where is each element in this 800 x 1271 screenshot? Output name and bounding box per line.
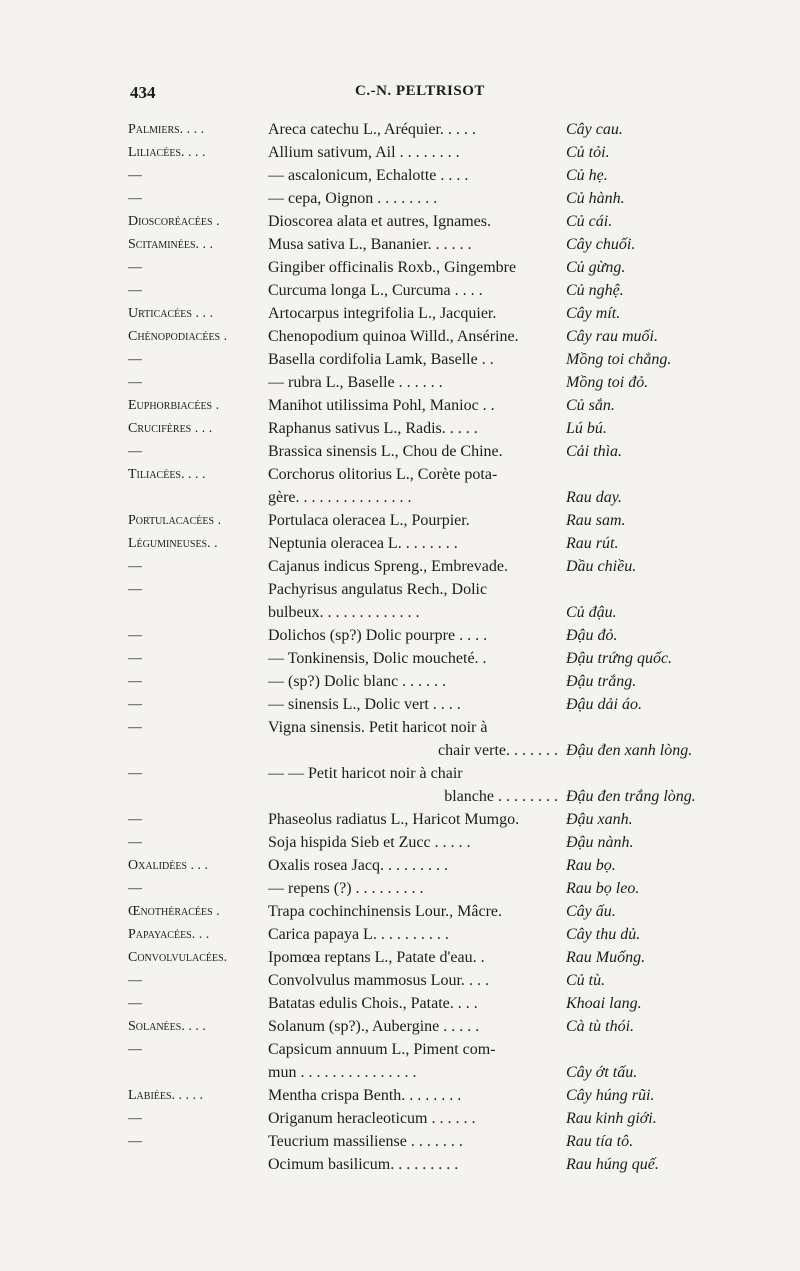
table-row	[0, 693, 800, 716]
species-entry: Batatas edulis Chois., Patate. . . .	[268, 995, 478, 1012]
family-name: —	[128, 1111, 142, 1126]
family-name: Liliacées. . . .	[128, 145, 206, 160]
species-entry: Phaseolus radiatus L., Haricot Mumgo.	[268, 811, 520, 828]
vietnamese-name: Cải thìa.	[566, 443, 623, 460]
vietnamese-name: Đậu đen xanh lòng.	[566, 742, 693, 759]
table-row	[0, 647, 800, 670]
vietnamese-name: Mồng toi chẳng.	[566, 351, 672, 368]
vietnamese-name: Cây thu dủ.	[566, 926, 641, 943]
vietnamese-name: Cây húng rũi.	[566, 1087, 655, 1104]
species-entry: Pachyrisus angulatus Rech., Dolic	[268, 581, 488, 598]
table-row	[0, 578, 800, 601]
table-row	[0, 992, 800, 1015]
species-entry: Oxalis rosea Jacq. . . . . . . . .	[268, 857, 448, 874]
table-row	[0, 164, 800, 187]
species-entry: — ascalonicum, Echalotte . . . .	[268, 167, 469, 184]
vietnamese-name: Khoai lang.	[566, 995, 642, 1012]
family-name: —	[128, 375, 142, 390]
species-entry: Corchorus olitorius L., Corète pota-	[268, 466, 498, 483]
table-row	[0, 624, 800, 647]
species-entry: Soja hispida Sieb et Zucc . . . . .	[268, 834, 471, 851]
table-row	[0, 187, 800, 210]
vietnamese-name: Rau tía tô.	[566, 1133, 634, 1150]
species-entry: Brassica sinensis L., Chou de Chine.	[268, 443, 503, 460]
table-row	[0, 854, 800, 877]
table-row	[0, 1015, 800, 1038]
vietnamese-name: Đậu xanh.	[566, 811, 633, 828]
family-name: Solanées. . . .	[128, 1019, 206, 1034]
family-name: —	[128, 628, 142, 643]
species-entry: Dioscorea alata et autres, Ignames.	[268, 213, 492, 230]
family-name: —	[128, 881, 142, 896]
family-name: —	[128, 720, 142, 735]
species-entry: Trapa cochinchinensis Lour., Mâcre.	[268, 903, 503, 920]
species-entry: Allium sativum, Ail . . . . . . . .	[268, 144, 460, 161]
family-name: —	[128, 651, 142, 666]
table-row	[0, 325, 800, 348]
family-name: Papayacées. . .	[128, 927, 210, 942]
table-row	[0, 831, 800, 854]
family-name: Crucifères . . .	[128, 421, 213, 436]
species-entry: Raphanus sativus L., Radis. . . . .	[268, 420, 478, 437]
table-row	[0, 1061, 800, 1084]
vietnamese-name: Mồng toi đỏ.	[566, 374, 649, 391]
vietnamese-name: Đậu nành.	[566, 834, 634, 851]
vietnamese-name: Lú bú.	[566, 420, 607, 437]
family-name: —	[128, 283, 142, 298]
species-entry: Areca catechu L., Aréquier. . . . .	[268, 121, 476, 138]
table-row	[0, 785, 800, 808]
table-row	[0, 969, 800, 992]
table-row	[0, 1038, 800, 1061]
species-entry: — — Petit haricot noir à chair	[268, 765, 463, 782]
family-name: —	[128, 674, 142, 689]
species-entry: Portulaca oleracea L., Pourpier.	[268, 512, 470, 529]
species-entry: Neptunia oleracea L. . . . . . . .	[268, 535, 458, 552]
table-row	[0, 302, 800, 325]
species-table	[0, 118, 800, 1176]
vietnamese-name: Cây chuối.	[566, 236, 636, 253]
table-row	[0, 210, 800, 233]
species-entry: Chenopodium quinoa Willd., Ansérine.	[268, 328, 519, 345]
table-row	[0, 440, 800, 463]
species-entry: Mentha crispa Benth. . . . . . . .	[268, 1087, 462, 1104]
species-entry: chair verte. . . . . . .	[438, 742, 558, 759]
species-entry: — cepa, Oignon . . . . . . . .	[268, 190, 438, 207]
species-entry: mun . . . . . . . . . . . . . . .	[268, 1064, 417, 1081]
species-entry: Vigna sinensis. Petit haricot noir à	[268, 719, 488, 736]
family-name: —	[128, 444, 142, 459]
table-row	[0, 348, 800, 371]
family-name: —	[128, 352, 142, 367]
family-name: Labiées. . . . .	[128, 1088, 204, 1103]
vietnamese-name: Rau day.	[566, 489, 622, 506]
species-entry: Ocimum basilicum. . . . . . . . .	[268, 1156, 459, 1173]
page-number: 434	[130, 83, 156, 102]
species-entry: Teucrium massiliense . . . . . . .	[268, 1133, 463, 1150]
species-entry: Cajanus indicus Spreng., Embrevade.	[268, 558, 508, 575]
family-name: Euphorbiacées .	[128, 398, 220, 413]
table-row	[0, 463, 800, 486]
table-row	[0, 601, 800, 624]
family-name: Dioscoréacées .	[128, 214, 220, 229]
table-row	[0, 900, 800, 923]
family-name: —	[128, 1134, 142, 1149]
species-entry: Musa sativa L., Bananier. . . . . .	[268, 236, 472, 253]
family-name: —	[128, 168, 142, 183]
vietnamese-name: Dầu chiều.	[566, 558, 637, 575]
species-entry: Manihot utilissima Pohl, Manioc . .	[268, 397, 495, 414]
species-entry: Curcuma longa L., Curcuma . . . .	[268, 282, 483, 299]
vietnamese-name: Rau rút.	[566, 535, 619, 552]
species-entry: Dolichos (sp?) Dolic pourpre . . . .	[268, 627, 488, 644]
table-row	[0, 808, 800, 831]
table-row	[0, 1130, 800, 1153]
family-name: —	[128, 260, 142, 275]
family-name: —	[128, 996, 142, 1011]
species-entry: gère. . . . . . . . . . . . . . .	[268, 489, 412, 506]
species-entry: — repens (?) . . . . . . . . .	[268, 880, 424, 897]
vietnamese-name: Đậu trắng.	[566, 673, 637, 690]
vietnamese-name: Củ nghệ.	[566, 282, 624, 299]
species-entry: Solanum (sp?)., Aubergine . . . . .	[268, 1018, 480, 1035]
family-name: Tiliacées. . . .	[128, 467, 206, 482]
table-row	[0, 141, 800, 164]
vietnamese-name: Đậu đen trắng lòng.	[566, 788, 696, 805]
table-row	[0, 739, 800, 762]
running-title: C.-N. PELTRISOT	[355, 83, 485, 99]
table-row	[0, 670, 800, 693]
table-row	[0, 923, 800, 946]
species-entry: — rubra L., Baselle . . . . . .	[268, 374, 443, 391]
species-entry: Artocarpus integrifolia L., Jacquier.	[268, 305, 497, 322]
family-name: Scitaminées. . .	[128, 237, 214, 252]
table-row	[0, 279, 800, 302]
species-entry: Origanum heracleoticum . . . . . .	[268, 1110, 476, 1127]
vietnamese-name: Củ cái.	[566, 213, 613, 230]
table-row	[0, 417, 800, 440]
vietnamese-name: Củ đậu.	[566, 604, 617, 621]
table-row	[0, 256, 800, 279]
species-entry: Capsicum annuum L., Piment com-	[268, 1041, 496, 1058]
vietnamese-name: Rau bọ.	[566, 857, 616, 874]
vietnamese-name: Củ hành.	[566, 190, 625, 207]
species-entry: blanche . . . . . . . .	[444, 788, 558, 805]
vietnamese-name: Cây ấu.	[566, 903, 616, 920]
species-entry: — sinensis L., Dolic vert . . . .	[268, 696, 461, 713]
vietnamese-name: Cây ớt tấu.	[566, 1064, 638, 1081]
vietnamese-name: Củ hẹ.	[566, 167, 608, 184]
vietnamese-name: Củ tỏi.	[566, 144, 610, 161]
species-entry: Gingiber officinalis Roxb., Gingembre	[268, 259, 517, 276]
vietnamese-name: Cà tù thói.	[566, 1018, 635, 1035]
vietnamese-name: Cây cau.	[566, 121, 623, 138]
table-row	[0, 762, 800, 785]
table-row	[0, 946, 800, 969]
vietnamese-name: Rau bọ leo.	[566, 880, 640, 897]
table-row	[0, 233, 800, 256]
family-name: Palmiers. . . .	[128, 122, 205, 137]
family-name: —	[128, 1042, 142, 1057]
family-name: Convolvulacées.	[128, 950, 228, 965]
page-header	[0, 83, 800, 107]
vietnamese-name: Rau Muống.	[566, 949, 646, 966]
family-name: —	[128, 191, 142, 206]
table-row	[0, 1107, 800, 1130]
family-name: —	[128, 835, 142, 850]
species-entry: — (sp?) Dolic blanc . . . . . .	[268, 673, 447, 690]
table-row	[0, 532, 800, 555]
species-entry: Convolvulus mammosus Lour. . . .	[268, 972, 489, 989]
table-row	[0, 716, 800, 739]
vietnamese-name: Rau kinh giới.	[566, 1110, 657, 1127]
species-entry: Carica papaya L. . . . . . . . . .	[268, 926, 449, 943]
vietnamese-name: Đậu trứng quốc.	[566, 650, 673, 667]
table-row	[0, 1084, 800, 1107]
species-entry: Ipomœa reptans L., Patate d'eau. .	[268, 949, 485, 966]
vietnamese-name: Củ gừng.	[566, 259, 626, 276]
species-entry: — Tonkinensis, Dolic moucheté. .	[268, 650, 487, 667]
table-row	[0, 509, 800, 532]
family-name: —	[128, 812, 142, 827]
vietnamese-name: Cây rau muối.	[566, 328, 658, 345]
species-entry: bulbeux. . . . . . . . . . . . .	[268, 604, 420, 621]
species-entry: Basella cordifolia Lamk, Baselle . .	[268, 351, 494, 368]
vietnamese-name: Đậu đỏ.	[566, 627, 618, 644]
family-name: Légumineuses. .	[128, 536, 218, 551]
family-name: Urticacées . . .	[128, 306, 213, 321]
family-name: —	[128, 697, 142, 712]
vietnamese-name: Đậu dải áo.	[566, 696, 642, 713]
family-name: Chénopodiacées .	[128, 329, 228, 344]
table-row	[0, 486, 800, 509]
family-name: Œnothéracées .	[128, 904, 220, 919]
family-name: —	[128, 766, 142, 781]
family-name: —	[128, 973, 142, 988]
vietnamese-name: Cây mít.	[566, 305, 621, 322]
vietnamese-name: Rau sam.	[566, 512, 626, 529]
table-row	[0, 877, 800, 900]
table-row	[0, 394, 800, 417]
family-name: —	[128, 582, 142, 597]
family-name: Portulacacées .	[128, 513, 222, 528]
table-row	[0, 118, 800, 141]
table-row	[0, 555, 800, 578]
family-name: Oxalidées . . .	[128, 858, 208, 873]
table-row	[0, 1153, 800, 1176]
vietnamese-name: Củ tù.	[566, 972, 606, 989]
vietnamese-name: Rau húng quế.	[566, 1156, 659, 1173]
family-name: —	[128, 559, 142, 574]
table-row	[0, 371, 800, 394]
vietnamese-name: Củ sắn.	[566, 397, 615, 414]
